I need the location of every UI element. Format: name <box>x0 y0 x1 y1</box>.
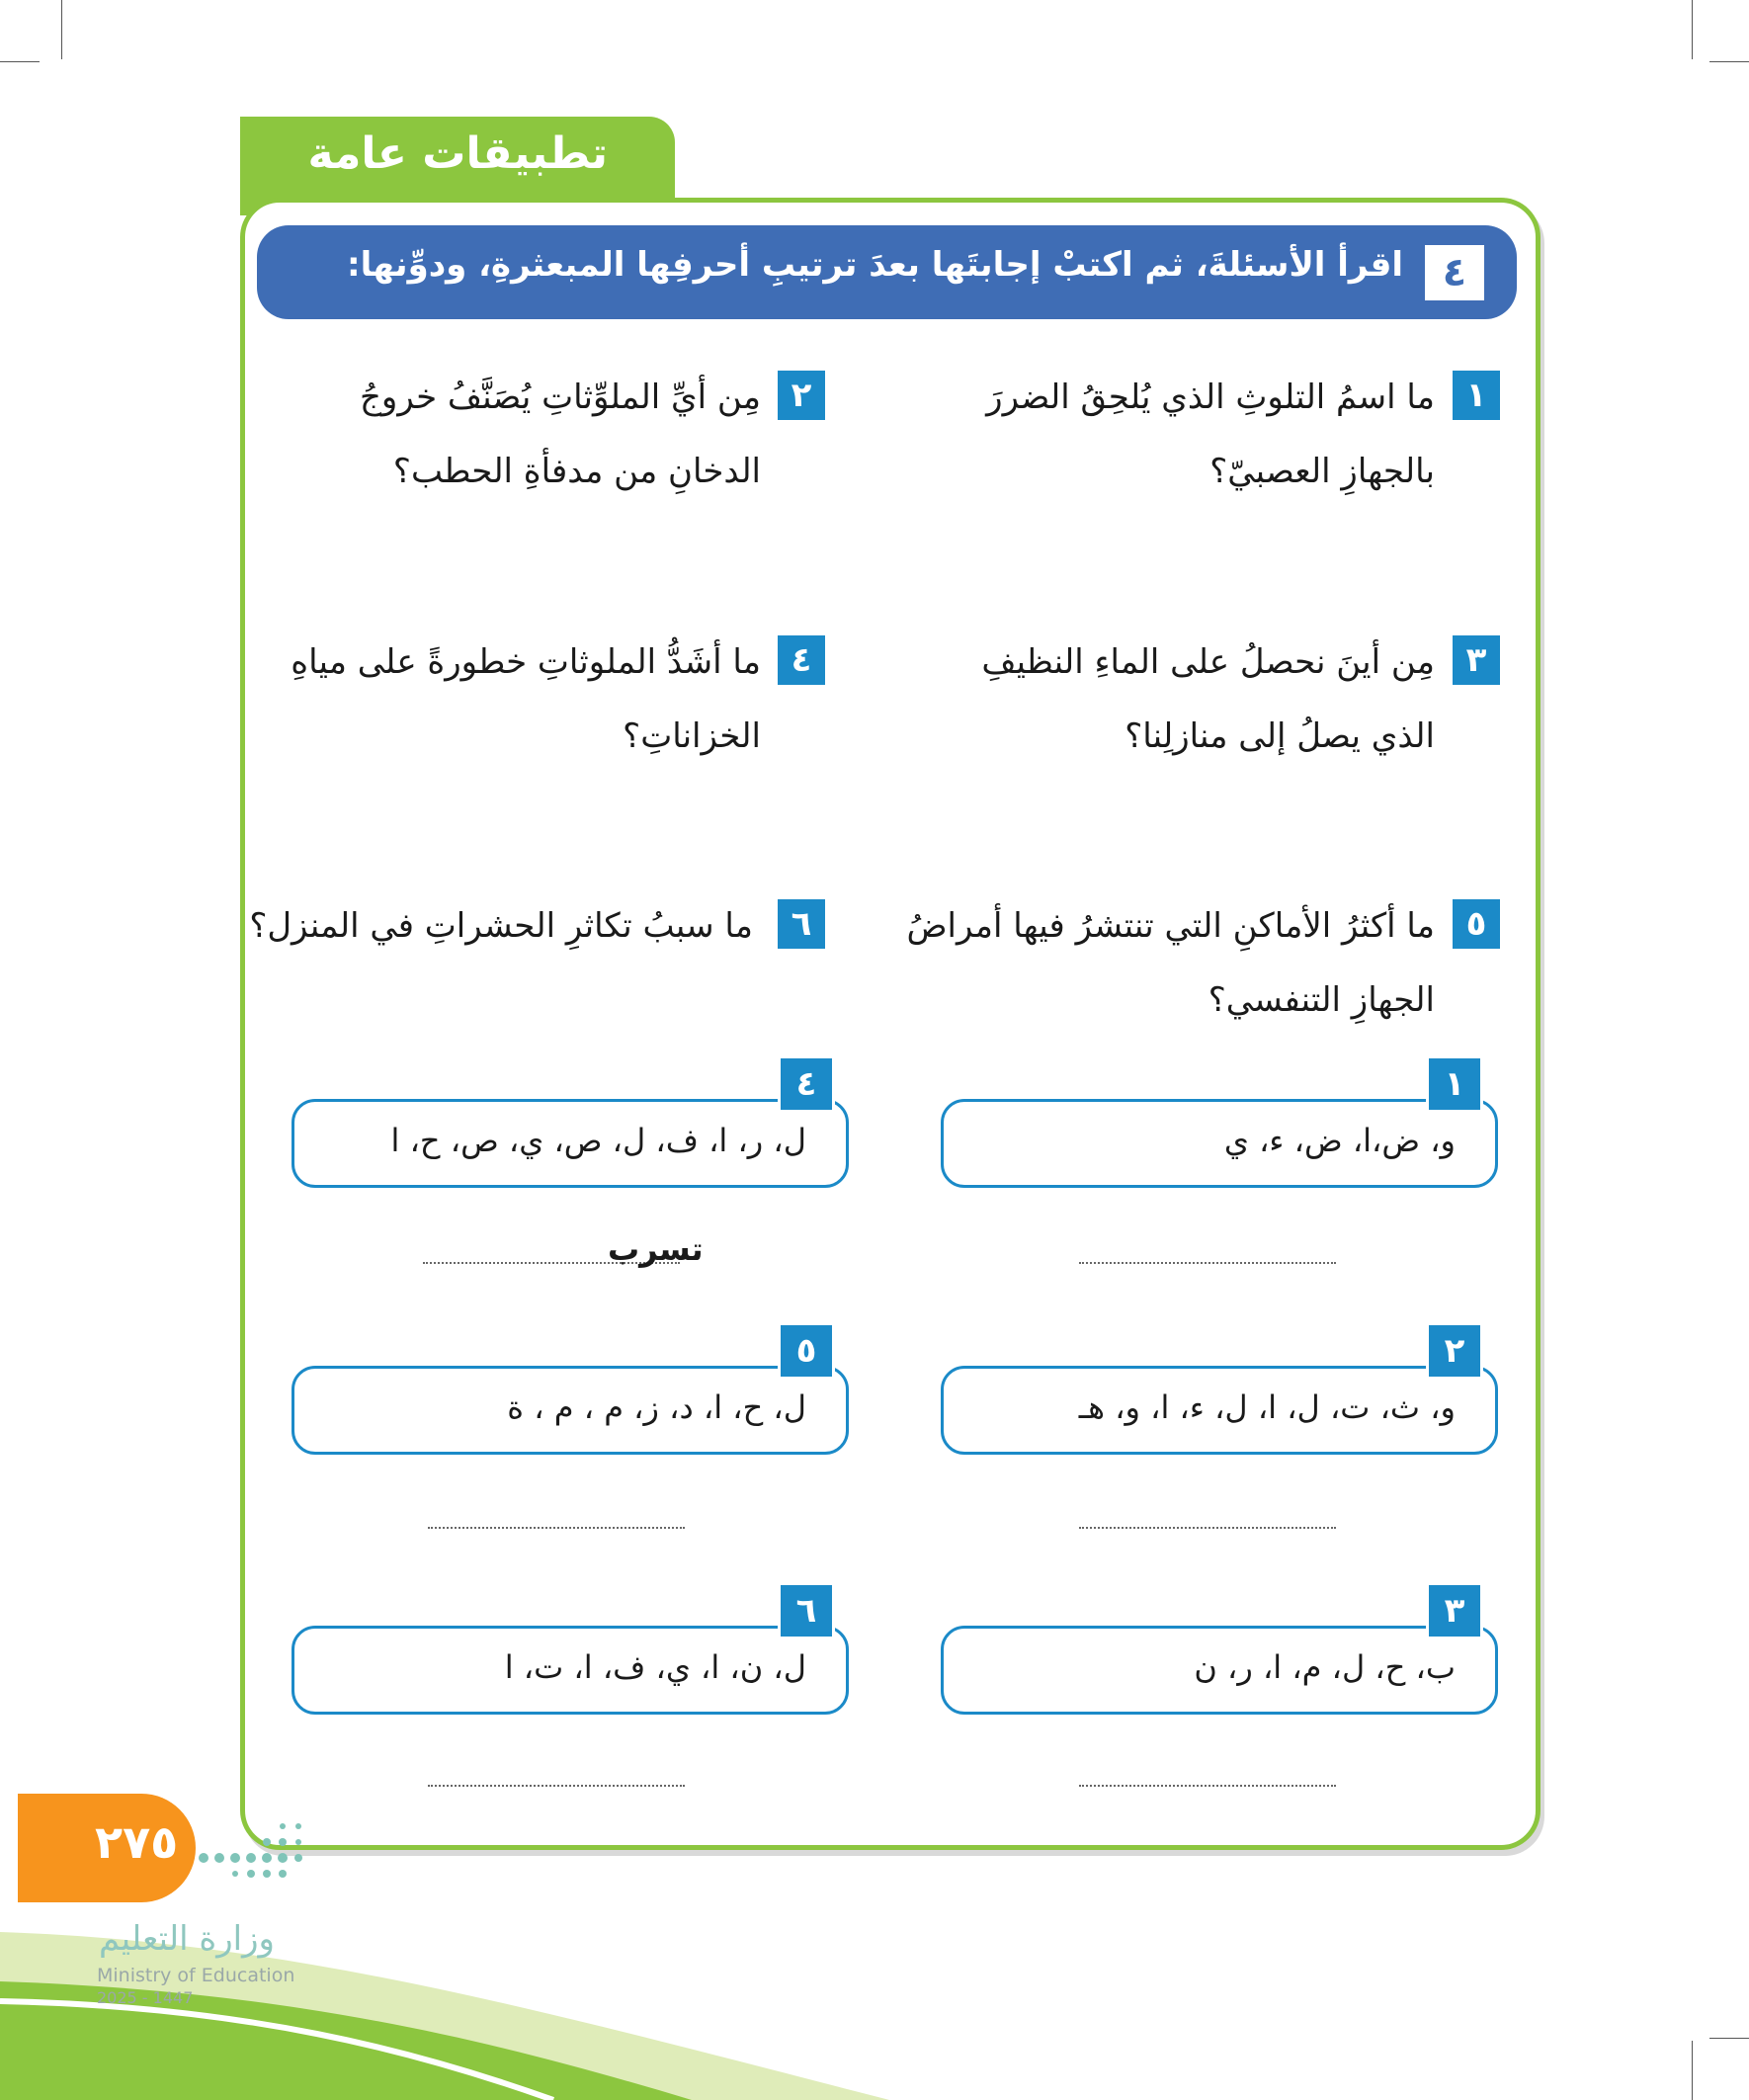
question-text: ما اسمُ التلوثِ الذي يُلحِقُ الضررَ بالجهازِ العصبيّ؟ <box>986 378 1435 491</box>
question-number: ٣ <box>1453 635 1500 685</box>
answer-line[interactable] <box>428 1785 685 1787</box>
ministry-year: 2025 - 1447 <box>97 1988 194 2007</box>
question-text: ما أشَدُّ الملوثاتِ خطورةً على مياهِ الخزاناتِ؟ <box>291 642 761 756</box>
letters-card: ب، ح، ل، م، ا، ر، ن <box>941 1626 1498 1715</box>
answer-text: تسرب <box>608 1230 704 1268</box>
question-text: ما أكثرُ الأماكنِ التي تنتشرُ فيها أمراضُ الجهازِ التنفسي؟ <box>906 906 1435 1020</box>
answer-line[interactable] <box>428 1527 685 1529</box>
card-number: ٢ <box>1426 1322 1483 1380</box>
letters-card: ل، ر، ا، ف، ل، ص، ي، ص، ح، ا <box>292 1099 849 1188</box>
page-number-badge <box>18 1794 196 1902</box>
question-number: ١ <box>1453 371 1500 420</box>
ministry-name-ar: وزارة التعليم <box>99 1919 275 1959</box>
answer-line[interactable] <box>1079 1262 1336 1264</box>
exercise-header <box>257 225 1517 319</box>
answer-line[interactable] <box>1079 1527 1336 1529</box>
card-number: ٦ <box>778 1582 835 1639</box>
page-number: ٢٧٥ <box>95 1815 179 1869</box>
question-number: ٥ <box>1453 899 1500 949</box>
question-text: مِن أينَ نحصلُ على الماءِ النظيفِ الذي يصلُ إلى منازلِنا؟ <box>981 642 1435 756</box>
exercise-number: ٤ <box>1425 245 1484 300</box>
question-number: ٦ <box>778 899 825 949</box>
card-number: ٥ <box>778 1322 835 1380</box>
question-number: ٤ <box>778 635 825 685</box>
question-text: مِن أيِّ الملوِّثاتِ يُصَنَّفُ خروجُ الدخانِ من مدفأةِ الحطب؟ <box>359 378 761 491</box>
card-number: ١ <box>1426 1055 1483 1113</box>
letters-card: ل، ح، ا، د، ز، م ، م ، ة <box>292 1366 849 1455</box>
section-title: تطبيقات عامة <box>307 128 608 179</box>
ministry-name-en: Ministry of Education <box>97 1965 295 1986</box>
card-number: ٣ <box>1426 1582 1483 1639</box>
crop-mark <box>0 61 40 62</box>
letters-card: و، ث، ت، ل، ا، ل، ء، ا، و، هـ <box>941 1366 1498 1455</box>
crop-mark <box>1692 0 1693 59</box>
answer-line[interactable] <box>1079 1785 1336 1787</box>
crop-mark <box>1709 61 1749 62</box>
exercise-instruction: اقرأ الأسئلةَ، ثم اكتبْ إجابتَها بعدَ ترتيبِ أحرفِها المبعثرةِ، ودوِّنها: <box>347 245 1403 285</box>
letters-card: ل، ن، ا، ي، ف، ا، ت، ا <box>292 1626 849 1715</box>
letters-card: و، ض،ا، ض، ء، ي <box>941 1099 1498 1188</box>
question-text: ما سببُ تكاثرِ الحشراتِ في المنزل؟ <box>249 906 753 946</box>
question-number: ٢ <box>778 371 825 420</box>
crop-mark <box>61 0 62 59</box>
card-number: ٤ <box>778 1055 835 1113</box>
